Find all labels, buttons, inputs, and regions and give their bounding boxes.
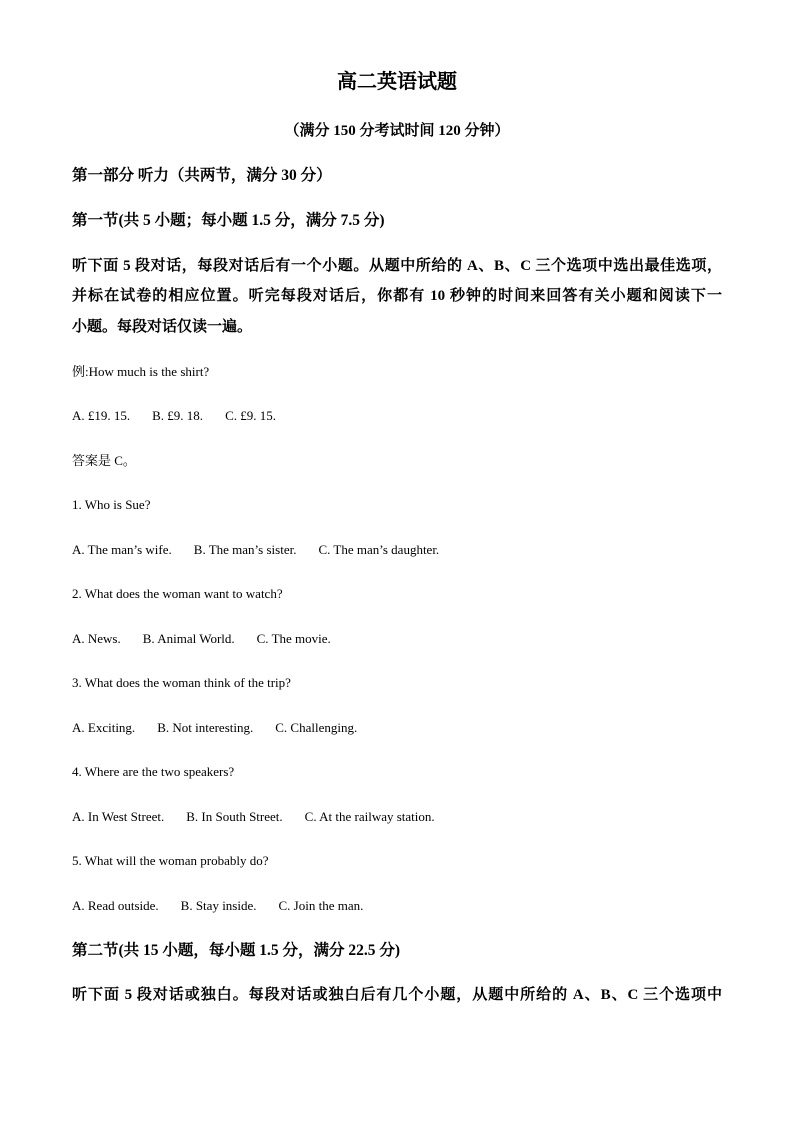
question-5: 5. What will the woman probably do? — [72, 853, 269, 869]
question-4: 4. Where are the two speakers? — [72, 764, 235, 780]
section2-instructions — [72, 973, 722, 1018]
option-c: C. The man’s daughter. — [318, 541, 440, 557]
section2-heading: 第二节(共 15 小题，每小题 1.5 分，满分 22.5 分) — [72, 942, 401, 960]
section1-instructions — [72, 251, 722, 343]
section1-heading: 第一节(共 5 小题；每小题 1.5 分，满分 7.5 分) — [72, 212, 385, 229]
option-a: A. Read outside. — [72, 897, 159, 913]
example-question: 例:How much is the shirt? — [72, 363, 210, 379]
question-4-options — [72, 795, 722, 840]
option-b: B. Stay inside. — [180, 897, 257, 913]
option-a: A. £19. 15. — [72, 408, 131, 424]
option-a: A. Exciting. — [72, 719, 136, 735]
option-a: A. In West Street. — [72, 808, 165, 824]
option-c: C. £9. 15. — [225, 408, 276, 424]
option-b: B. Animal World. — [142, 630, 235, 646]
option-c: C. Challenging. — [275, 719, 358, 735]
question-list — [72, 350, 722, 929]
instruction-line: 并标在试卷的相应位置。听完每段对话后，你都有 10 秒钟的时间来回答有关小题和阅读下一 — [72, 288, 722, 304]
instruction-line: 听下面 5 段对话，每段对话后有一个小题。从题中所给的 A、B、C 三个选项中选出最佳选项， — [72, 257, 722, 274]
option-a: A. The man’s wife. — [72, 541, 172, 557]
exam-page — [72, 60, 722, 1018]
question-2: 2. What does the woman want to watch? — [72, 586, 283, 602]
instruction-line: 听下面 5 段对话或独白。每段对话或独白后有几个小题，从题中所给的 A、B、C 三个选项中 — [72, 987, 722, 1004]
example-answer: 答案是 C。 — [72, 452, 136, 468]
option-c: C. Join the man. — [278, 897, 364, 913]
exam-title: 高二英语试题 — [337, 71, 457, 93]
question-1: 1. Who is Sue? — [72, 497, 151, 513]
option-b: B. Not interesting. — [157, 719, 254, 735]
option-c: C. The movie. — [256, 630, 331, 646]
question-3: 3. What does the woman think of the trip? — [72, 675, 291, 691]
option-a: A. News. — [72, 630, 121, 646]
exam-subtitle: （满分 150 分考试时间 120 分钟） — [284, 123, 510, 139]
question-5-options — [72, 884, 722, 929]
option-b: B. In South Street. — [186, 808, 283, 824]
option-b: B. £9. 18. — [152, 408, 204, 424]
question-1-options — [72, 528, 722, 573]
question-3-options — [72, 706, 722, 751]
option-c: C. At the railway station. — [304, 808, 435, 824]
part1-heading: 第一部分 听力（共两节，满分 30 分） — [72, 167, 332, 184]
question-2-options — [72, 617, 722, 662]
example-options — [72, 394, 722, 439]
instruction-line: 小题。每段对话仅读一遍。 — [72, 318, 253, 335]
option-b: B. The man’s sister. — [193, 541, 297, 557]
